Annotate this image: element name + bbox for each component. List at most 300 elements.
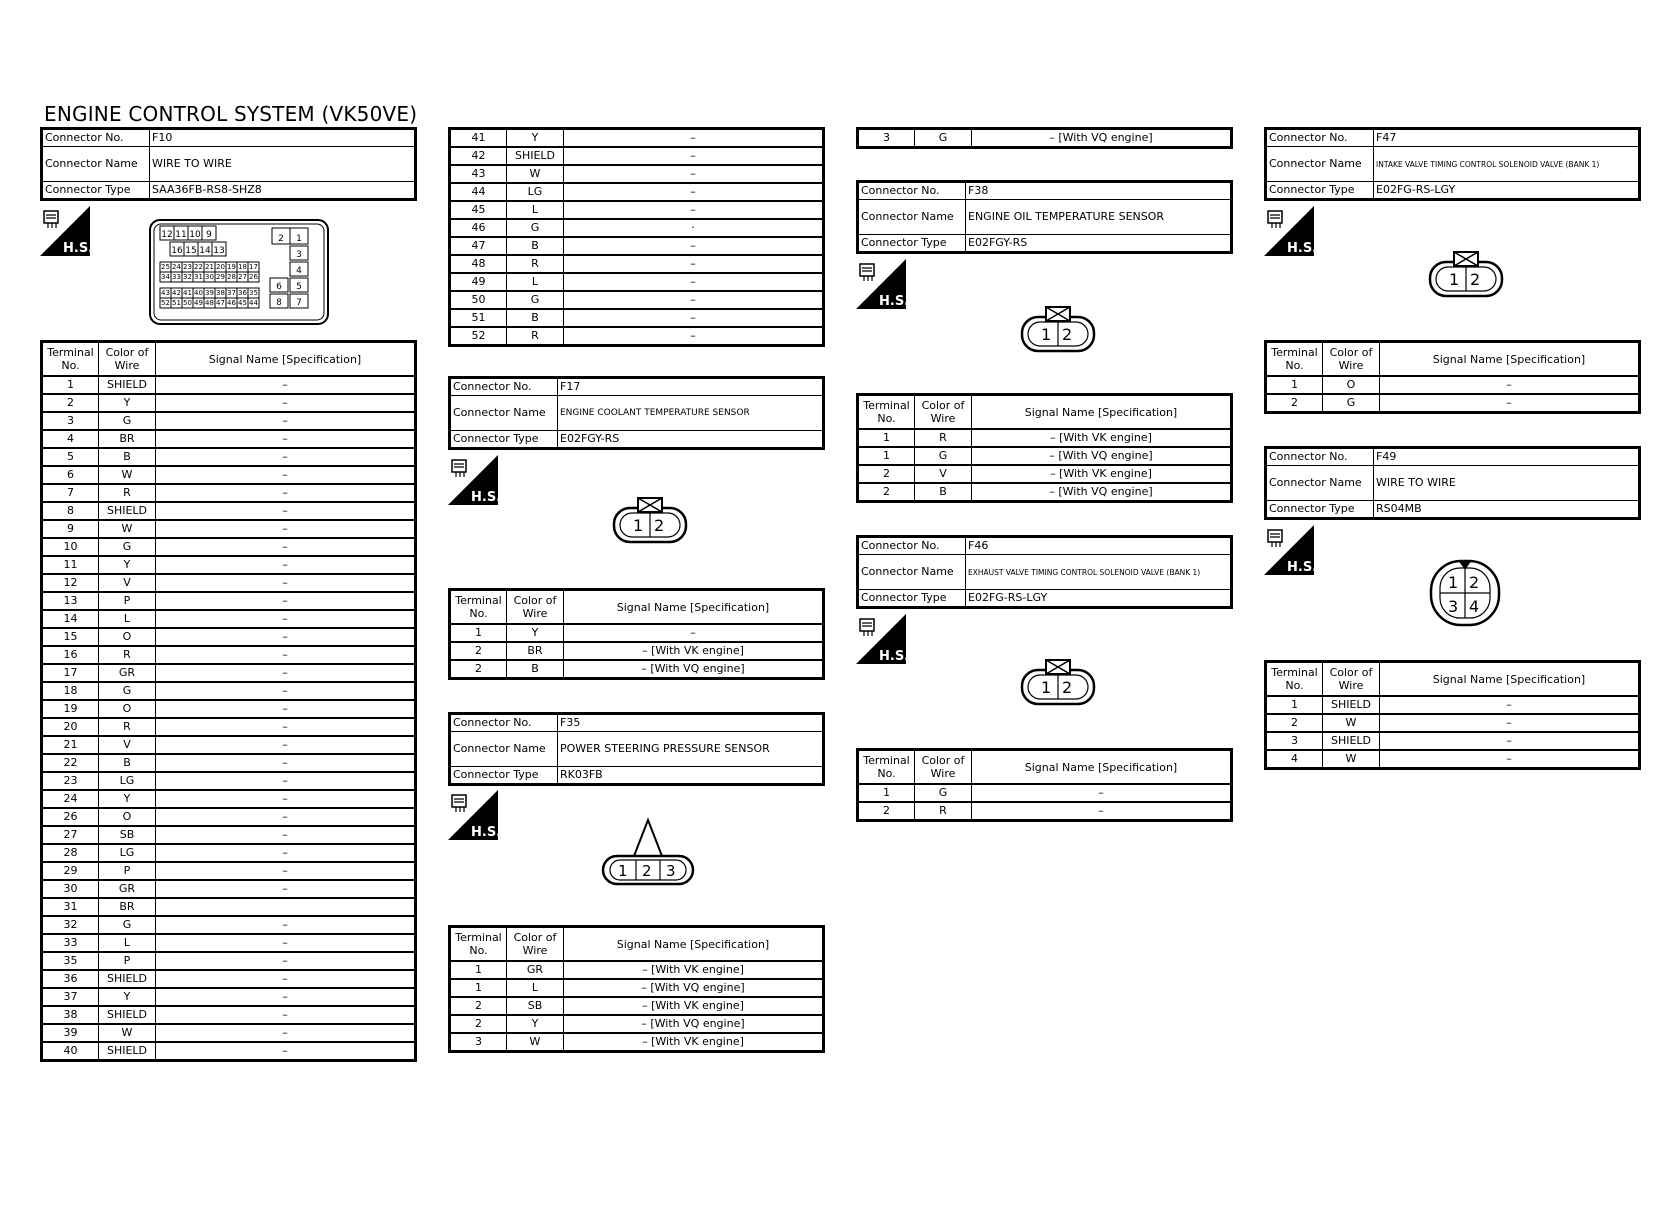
pin-number: 14: [199, 246, 211, 256]
signal-name-cell: –: [156, 880, 416, 898]
label-connector-type: Connector Type: [1266, 182, 1374, 200]
pin-number: 40: [194, 289, 203, 297]
label-connector-type: Connector Type: [858, 235, 966, 253]
terminal-no-cell: 2: [450, 1015, 507, 1033]
pin-number: 32: [183, 273, 192, 281]
f17-header: [448, 376, 825, 450]
wire-color-cell: L: [507, 273, 564, 291]
table-row: [450, 255, 824, 273]
signal-name-cell: –: [156, 682, 416, 700]
f49-terminal-table: [1264, 660, 1641, 770]
wire-color-cell: G: [507, 291, 564, 309]
color-header: Color of Wire: [1323, 342, 1380, 377]
pin-number: 52: [161, 299, 170, 307]
signal-name-cell: –: [1380, 732, 1640, 750]
pin-number: 22: [194, 263, 203, 271]
hs-label: H.S.: [879, 294, 910, 309]
pin-number: 49: [194, 299, 203, 307]
pin-number: 4: [296, 266, 302, 276]
signal-name-cell: –: [1380, 714, 1640, 732]
table-row: [42, 394, 416, 412]
signal-name-cell: – [With VK engine]: [972, 465, 1232, 483]
wire-color-cell: LG: [99, 844, 156, 862]
pin-number: 9: [206, 230, 212, 240]
wire-color-cell: B: [507, 660, 564, 679]
signal-name-cell: –: [1380, 394, 1640, 413]
wire-color-cell: W: [99, 1024, 156, 1042]
wire-color-cell: SHIELD: [1323, 732, 1380, 750]
signal-name-cell: –: [156, 466, 416, 484]
signal-name-cell: –: [156, 790, 416, 808]
terminal-no-header: Terminal No.: [42, 342, 99, 377]
wire-color-cell: L: [507, 979, 564, 997]
connector-type-value: RS04MB: [1374, 501, 1640, 519]
signal-name-cell: –: [156, 520, 416, 538]
signal-name-cell: –: [156, 826, 416, 844]
signal-name-cell: –: [156, 952, 416, 970]
terminal-no-cell: 1: [450, 624, 507, 642]
table-row: [42, 772, 416, 790]
pin-number: 23: [183, 263, 192, 271]
connector-no-value: F47: [1374, 129, 1640, 147]
pin-number: 19: [227, 263, 236, 271]
signal-name-cell: –: [156, 610, 416, 628]
terminal-no-cell: 2: [450, 997, 507, 1015]
connector-name-value: INTAKE VALVE TIMING CONTROL SOLENOID VALVE (BANK 1): [1374, 147, 1640, 182]
wire-color-cell: G: [1323, 394, 1380, 413]
signal-name-cell: –: [156, 394, 416, 412]
terminal-no-cell: 38: [42, 1006, 99, 1024]
f47-header: [1264, 127, 1641, 201]
pin-number: 47: [216, 299, 225, 307]
terminal-no-cell: 9: [42, 520, 99, 538]
signal-name-cell: –: [156, 556, 416, 574]
signal-header: Signal Name [Specification]: [1380, 662, 1640, 697]
wire-color-cell: SHIELD: [99, 1006, 156, 1024]
hs-label: H.S.: [1287, 560, 1318, 575]
terminal-no-cell: 1: [858, 429, 915, 447]
table-row: [42, 628, 416, 646]
signal-name-cell: –: [156, 862, 416, 880]
terminal-no-cell: 40: [42, 1042, 99, 1061]
f47-terminal-table: [1264, 340, 1641, 414]
table-row: [1266, 696, 1640, 714]
table-row: [42, 988, 416, 1006]
terminal-no-header: Terminal No.: [450, 590, 507, 625]
pin-1: 1: [1449, 270, 1460, 289]
table-row: [42, 538, 416, 556]
table-row: [450, 1033, 824, 1052]
wire-color-cell: L: [507, 201, 564, 219]
pin-number: 10: [189, 230, 201, 240]
terminal-no-cell: 3: [450, 1033, 507, 1052]
pin-number: 37: [227, 289, 236, 297]
wire-color-cell: B: [507, 309, 564, 327]
terminal-no-cell: 36: [42, 970, 99, 988]
wire-color-cell: Y: [507, 1015, 564, 1033]
signal-name-cell: –: [156, 970, 416, 988]
table-row: [42, 916, 416, 934]
signal-name-cell: –: [564, 273, 824, 291]
pin-number: 28: [227, 273, 236, 281]
terminal-no-cell: 3: [1266, 732, 1323, 750]
pin-1: 1: [618, 862, 628, 880]
table-row: [450, 979, 824, 997]
wire-color-cell: Y: [99, 988, 156, 1006]
pin-2: 2: [1470, 270, 1481, 289]
wire-color-cell: R: [99, 646, 156, 664]
signal-name-cell: – [With VQ engine]: [972, 447, 1232, 465]
terminal-no-cell: 46: [450, 219, 507, 237]
terminal-no-cell: 27: [42, 826, 99, 844]
terminal-no-cell: 29: [42, 862, 99, 880]
wire-color-cell: BR: [99, 430, 156, 448]
signal-name-cell: –: [564, 255, 824, 273]
signal-name-cell: –: [1380, 696, 1640, 714]
table-row: [1266, 732, 1640, 750]
pin-number: 5: [296, 282, 302, 292]
wire-color-cell: L: [99, 934, 156, 952]
terminal-no-cell: 45: [450, 201, 507, 219]
terminal-no-cell: 32: [42, 916, 99, 934]
table-row: [450, 183, 824, 201]
terminal-no-cell: 12: [42, 574, 99, 592]
pin-1: 1: [633, 516, 644, 535]
table-row: [450, 1015, 824, 1033]
pin-number: 35: [249, 289, 258, 297]
table-row: [450, 129, 824, 148]
table-row: [858, 483, 1232, 502]
terminal-no-cell: 39: [42, 1024, 99, 1042]
terminal-no-cell: 13: [42, 592, 99, 610]
table-row: [858, 465, 1232, 483]
f35-terminal-table: [448, 925, 825, 1053]
terminal-no-header: Terminal No.: [450, 927, 507, 962]
terminal-no-cell: 2: [858, 802, 915, 821]
wire-color-cell: G: [99, 916, 156, 934]
table-row: [42, 502, 416, 520]
terminal-no-cell: 31: [42, 898, 99, 916]
terminal-no-cell: 52: [450, 327, 507, 346]
terminal-no-cell: 8: [42, 502, 99, 520]
pin-2: 2: [642, 862, 652, 880]
connector-name-value: WIRE TO WIRE: [1374, 466, 1640, 501]
wire-color-cell: LG: [507, 183, 564, 201]
pin-number: 36: [238, 289, 247, 297]
wire-color-cell: G: [99, 538, 156, 556]
pin-number: 27: [238, 273, 247, 281]
label-connector-name: Connector Name: [858, 555, 966, 590]
table-row: [42, 718, 416, 736]
wire-color-cell: LG: [99, 772, 156, 790]
hs-label: H.S.: [471, 825, 502, 840]
pin-number: 46: [227, 299, 236, 307]
label-connector-no: Connector No.: [858, 182, 966, 200]
color-header: Color of Wire: [915, 395, 972, 430]
pin-3: 3: [666, 862, 676, 880]
f35-connector-face-diagram: [600, 818, 696, 888]
wire-color-cell: BR: [99, 898, 156, 916]
connector-no-value: F17: [558, 378, 824, 396]
signal-name-cell: –: [156, 988, 416, 1006]
table-row: [858, 129, 1232, 148]
signal-name-cell: –: [156, 718, 416, 736]
signal-name-cell: –: [156, 664, 416, 682]
pin-number: 45: [238, 299, 247, 307]
terminal-no-header: Terminal No.: [858, 395, 915, 430]
connector-type-value: SAA36FB-RS8-SHZ8: [150, 182, 416, 200]
label-connector-name: Connector Name: [450, 732, 558, 767]
label-connector-name: Connector Name: [858, 200, 966, 235]
table-row: [42, 520, 416, 538]
connector-no-value: F35: [558, 714, 824, 732]
signal-name-cell: –: [156, 700, 416, 718]
signal-name-cell: [156, 898, 416, 916]
signal-name-cell: –: [156, 736, 416, 754]
connector-type-value: RK03FB: [558, 767, 824, 785]
pin-number: 30: [205, 273, 214, 281]
label-connector-type: Connector Type: [450, 767, 558, 785]
signal-name-cell: –: [156, 628, 416, 646]
wire-color-cell: G: [915, 129, 972, 148]
pin-number: 17: [249, 263, 258, 271]
terminal-no-cell: 19: [42, 700, 99, 718]
terminal-no-cell: 48: [450, 255, 507, 273]
table-row: [42, 952, 416, 970]
table-row: [450, 997, 824, 1015]
signal-header: Signal Name [Specification]: [972, 395, 1232, 430]
signal-name-cell: –: [156, 574, 416, 592]
signal-name-cell: –: [156, 916, 416, 934]
connector-no-value: F49: [1374, 448, 1640, 466]
pin-number: 3: [296, 250, 302, 260]
wire-color-cell: V: [99, 736, 156, 754]
wire-color-cell: SHIELD: [99, 970, 156, 988]
f38-connector-face-diagram: [1020, 305, 1096, 353]
terminal-no-cell: 2: [858, 465, 915, 483]
table-row: [1266, 376, 1640, 394]
wire-color-cell: O: [99, 628, 156, 646]
table-row: [42, 574, 416, 592]
terminal-no-cell: 2: [450, 642, 507, 660]
table-row: [42, 808, 416, 826]
table-row: [42, 1024, 416, 1042]
hs-icon: [856, 259, 910, 309]
table-row: [450, 961, 824, 979]
pin-number: 15: [185, 246, 197, 256]
table-row: [42, 646, 416, 664]
pin-number: 24: [172, 263, 181, 271]
table-row: [42, 880, 416, 898]
table-row: [450, 201, 824, 219]
pin-number: 44: [249, 299, 258, 307]
terminal-no-cell: 15: [42, 628, 99, 646]
hs-label: H.S.: [1287, 241, 1318, 256]
wire-color-cell: Y: [99, 556, 156, 574]
terminal-no-header: Terminal No.: [858, 750, 915, 785]
terminal-no-cell: 30: [42, 880, 99, 898]
wire-color-cell: P: [99, 862, 156, 880]
connector-no-value: F38: [966, 182, 1232, 200]
wire-color-cell: SHIELD: [99, 1042, 156, 1061]
pin-number: 25: [161, 263, 170, 271]
hs-label: H.S.: [471, 490, 502, 505]
signal-name-cell: – [With VQ engine]: [564, 979, 824, 997]
pin-2: 2: [1062, 678, 1073, 697]
pin-number: 33: [172, 273, 181, 281]
signal-name-cell: –: [156, 1042, 416, 1061]
f49-header: [1264, 446, 1641, 520]
table-row: [42, 592, 416, 610]
signal-name-cell: –: [156, 412, 416, 430]
hs-icon: [1264, 525, 1318, 575]
table-row: [42, 610, 416, 628]
pin-number: 39: [205, 289, 214, 297]
terminal-no-cell: 6: [42, 466, 99, 484]
table-row: [42, 376, 416, 394]
terminal-no-cell: 1: [42, 376, 99, 394]
pin-number: 26: [249, 273, 258, 281]
label-connector-no: Connector No.: [1266, 129, 1374, 147]
signal-name-cell: –: [564, 147, 824, 165]
signal-name-cell: –: [156, 484, 416, 502]
color-header: Color of Wire: [915, 750, 972, 785]
signal-name-cell: – [With VQ engine]: [972, 129, 1232, 148]
terminal-no-cell: 1: [450, 979, 507, 997]
table-row: [450, 624, 824, 642]
wire-color-cell: B: [507, 237, 564, 255]
label-connector-type: Connector Type: [858, 590, 966, 608]
table-row: [450, 291, 824, 309]
wire-color-cell: R: [507, 327, 564, 346]
connector-name-value: ENGINE OIL TEMPERATURE SENSOR: [966, 200, 1232, 235]
table-row: [42, 448, 416, 466]
wire-color-cell: R: [915, 802, 972, 821]
terminal-no-cell: 2: [1266, 714, 1323, 732]
wire-color-cell: Y: [507, 129, 564, 148]
wire-color-cell: P: [99, 592, 156, 610]
color-header: Color of Wire: [1323, 662, 1380, 697]
f35-terminal-table-continued: [856, 127, 1233, 149]
pin-3: 3: [1448, 597, 1459, 616]
table-row: [1266, 394, 1640, 413]
signal-name-cell: –: [156, 430, 416, 448]
connector-type-value: E02FG-RS-LGY: [966, 590, 1232, 608]
signal-name-cell: –: [156, 1024, 416, 1042]
table-row: [42, 1042, 416, 1061]
wire-color-cell: O: [1323, 376, 1380, 394]
connector-no-value: F10: [150, 129, 416, 147]
hs-icon: [448, 455, 502, 505]
terminal-no-cell: 2: [858, 483, 915, 502]
table-row: [42, 844, 416, 862]
table-row: [42, 790, 416, 808]
label-connector-name: Connector Name: [1266, 147, 1374, 182]
table-row: [42, 736, 416, 754]
wire-color-cell: W: [99, 520, 156, 538]
table-row: [450, 165, 824, 183]
signal-name-cell: –: [972, 802, 1232, 821]
table-row: [858, 784, 1232, 802]
wire-color-cell: SHIELD: [1323, 696, 1380, 714]
signal-name-cell: –: [156, 772, 416, 790]
wire-color-cell: BR: [507, 642, 564, 660]
terminal-no-cell: 24: [42, 790, 99, 808]
pin-1: 1: [1041, 325, 1052, 344]
pin-2: 2: [654, 516, 665, 535]
wire-color-cell: V: [915, 465, 972, 483]
table-row: [858, 447, 1232, 465]
table-row: [42, 826, 416, 844]
signal-header: Signal Name [Specification]: [564, 927, 824, 962]
terminal-no-cell: 20: [42, 718, 99, 736]
signal-header: Signal Name [Specification]: [564, 590, 824, 625]
signal-name-cell: –: [156, 844, 416, 862]
table-row: [42, 700, 416, 718]
signal-name-cell: –: [564, 237, 824, 255]
f10-terminal-table-continued: [448, 127, 825, 347]
table-row: [42, 664, 416, 682]
wire-color-cell: L: [99, 610, 156, 628]
hs-label: H.S.: [879, 649, 910, 664]
pin-number: 1: [296, 234, 302, 244]
signal-name-cell: ·: [564, 219, 824, 237]
hs-icon: [448, 790, 502, 840]
signal-name-cell: –: [564, 201, 824, 219]
wire-color-cell: O: [99, 700, 156, 718]
wire-color-cell: GR: [99, 880, 156, 898]
table-row: [450, 327, 824, 346]
wire-color-cell: SHIELD: [507, 147, 564, 165]
terminal-no-cell: 1: [858, 447, 915, 465]
signal-header: Signal Name [Specification]: [972, 750, 1232, 785]
table-row: [858, 802, 1232, 821]
hs-label: H.S.: [63, 241, 94, 256]
connector-name-value: POWER STEERING PRESSURE SENSOR: [558, 732, 824, 767]
signal-name-cell: –: [564, 327, 824, 346]
table-row: [858, 429, 1232, 447]
pin-number: 34: [161, 273, 170, 281]
f46-terminal-table: [856, 748, 1233, 822]
signal-name-cell: –: [564, 183, 824, 201]
signal-name-cell: –: [972, 784, 1232, 802]
terminal-no-cell: 10: [42, 538, 99, 556]
wire-color-cell: B: [99, 448, 156, 466]
f46-header: [856, 535, 1233, 609]
terminal-no-cell: 35: [42, 952, 99, 970]
table-row: [42, 970, 416, 988]
wire-color-cell: SB: [507, 997, 564, 1015]
wire-color-cell: B: [99, 754, 156, 772]
f17-terminal-table: [448, 588, 825, 680]
table-row: [42, 934, 416, 952]
terminal-no-cell: 33: [42, 934, 99, 952]
terminal-no-cell: 16: [42, 646, 99, 664]
f47-connector-face-diagram: [1428, 250, 1504, 298]
table-row: [42, 556, 416, 574]
label-connector-name: Connector Name: [1266, 466, 1374, 501]
terminal-no-cell: 41: [450, 129, 507, 148]
pin-number: 16: [171, 246, 183, 256]
label-connector-no: Connector No.: [1266, 448, 1374, 466]
terminal-no-cell: 44: [450, 183, 507, 201]
pin-number: 21: [205, 263, 214, 271]
label-connector-no: Connector No.: [450, 378, 558, 396]
pin-number: 8: [276, 298, 282, 308]
terminal-no-cell: 28: [42, 844, 99, 862]
pin-4: 4: [1469, 597, 1480, 616]
terminal-no-cell: 5: [42, 448, 99, 466]
